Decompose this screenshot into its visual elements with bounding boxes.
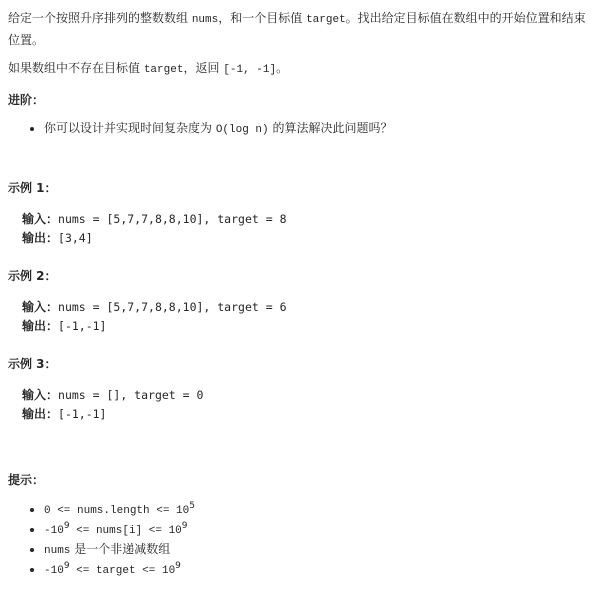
example-3-input bbox=[22, 386, 593, 405]
list-item bbox=[44, 500, 593, 520]
advanced-text: 的算法解决此问题吗？ bbox=[268, 121, 393, 135]
advanced-list bbox=[8, 118, 593, 140]
output-value: [-1,-1] bbox=[58, 407, 107, 421]
example-3-block bbox=[8, 386, 593, 424]
example-1-input bbox=[22, 210, 593, 229]
input-label: 输入： bbox=[22, 388, 59, 402]
hint-exponent: 9 bbox=[175, 561, 181, 571]
example-2-block bbox=[8, 298, 593, 336]
description-paragraph-1 bbox=[8, 8, 593, 50]
hint-code: <= nums[i] <= 10 bbox=[69, 525, 182, 537]
description-text: ，和一个目标值 bbox=[218, 11, 307, 25]
hint-exponent: 9 bbox=[63, 521, 70, 531]
output-label: 输出： bbox=[22, 407, 59, 421]
code-return-value: [-1, -1] bbox=[223, 64, 277, 76]
hint-code: 0 <= nums.length <= 10 bbox=[44, 505, 190, 517]
output-value: [-1,-1] bbox=[58, 319, 107, 333]
hints-list bbox=[8, 500, 593, 580]
description-text: 位置。 bbox=[8, 33, 45, 47]
hint-code: nums bbox=[44, 545, 71, 557]
input-value: nums = [5,7,7,8,8,10], target = 8 bbox=[58, 212, 287, 226]
example-2-output bbox=[22, 317, 593, 336]
hint-exponent: 9 bbox=[63, 561, 70, 571]
hint-exponent: 5 bbox=[189, 501, 195, 511]
description-text: ，返回 bbox=[183, 61, 224, 75]
list-item bbox=[44, 118, 593, 140]
code-nums: nums bbox=[191, 14, 219, 26]
advanced-heading: 进阶： bbox=[8, 93, 45, 107]
description-text: 。找出给定目标值在数组中的开始位置和结束 bbox=[345, 11, 586, 25]
input-value: nums = [], target = 0 bbox=[58, 388, 204, 402]
example-3-heading: 示例 3： bbox=[8, 357, 57, 371]
code-target: target bbox=[143, 64, 184, 76]
advanced-text: 你可以设计并实现时间复杂度为 bbox=[44, 121, 216, 135]
output-label: 输出： bbox=[22, 319, 59, 333]
input-label: 输入： bbox=[22, 300, 59, 314]
example-3-output bbox=[22, 405, 593, 424]
output-label: 输出： bbox=[22, 231, 59, 245]
list-item bbox=[44, 540, 593, 560]
hint-code: -10 bbox=[44, 525, 64, 537]
example-1-block bbox=[8, 210, 593, 248]
code-target: target bbox=[306, 14, 346, 26]
hints-heading: 提示： bbox=[8, 473, 45, 487]
input-label: 输入： bbox=[22, 212, 59, 226]
example-1-output bbox=[22, 229, 593, 248]
hint-code: -10 bbox=[44, 565, 64, 577]
example-1-heading: 示例 1： bbox=[8, 181, 57, 195]
list-item bbox=[44, 520, 593, 540]
hint-code: <= target <= 10 bbox=[69, 565, 176, 577]
output-value: [3,4] bbox=[58, 231, 93, 245]
list-item bbox=[44, 560, 593, 580]
hint-text: 是一个非递减数组 bbox=[70, 542, 171, 556]
input-value: nums = [5,7,7,8,8,10], target = 6 bbox=[58, 300, 287, 314]
description-text: 如果数组中不存在目标值 bbox=[8, 61, 144, 75]
example-2-heading: 示例 2： bbox=[8, 269, 57, 283]
description-paragraph-2 bbox=[8, 58, 593, 80]
description-text: 。 bbox=[276, 61, 289, 75]
code-complexity: O(log n) bbox=[215, 124, 269, 136]
example-2-input bbox=[22, 298, 593, 317]
hint-exponent: 9 bbox=[181, 521, 188, 531]
description-text: 给定一个按照升序排列的整数数组 bbox=[8, 11, 192, 25]
